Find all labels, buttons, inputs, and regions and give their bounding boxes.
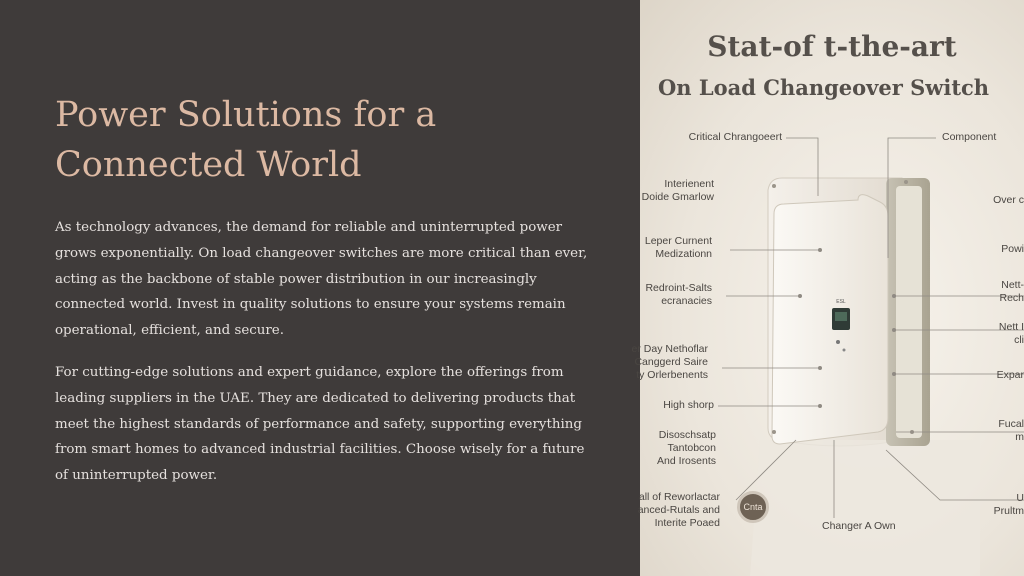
- label-left-1: Interienent Doide Gmarlow: [641, 178, 714, 203]
- label-left-7: all of Reworlactar anced-Rutals and Interite Poaed: [637, 491, 720, 529]
- label-left-6: Disoschsatp Tantobcon And Irosents: [657, 429, 716, 467]
- label-left-5: High shorp: [663, 399, 714, 411]
- badge-icon: Cnta: [737, 491, 769, 523]
- label-left-2: Leper Curnent Medizationn: [644, 235, 712, 260]
- label-left-0: Critical Chrangoeert: [688, 131, 782, 143]
- label-right-0: Component: [942, 131, 997, 143]
- title-line-2: Connected World: [55, 145, 362, 185]
- label-right-4: Nett I cli: [998, 321, 1024, 346]
- illustration-title: Stat-of t-the-art: [707, 30, 957, 63]
- label-right-7: U Prultm: [993, 492, 1024, 517]
- guidance-paragraph: For cutting-edge solutions and expert guidance, explore the offerings from leading suppliers in the UAE. They are dedicated to delivering products that meet the highest standards of performance and safety, supporting everything from smart homes to advanced industrial facilities. Choose wisely for a future of uninterrupted power.: [55, 365, 585, 484]
- indicator-dot: [836, 340, 840, 344]
- title-line-1: Power Solutions for a: [55, 95, 437, 135]
- product-illustration: [631, 0, 1024, 576]
- label-right-2: Powi: [1001, 243, 1024, 255]
- label-right-3: Nett- Rech: [999, 279, 1024, 304]
- front-cover: [772, 195, 888, 444]
- label-right-1: Over c: [993, 194, 1024, 206]
- page-title: [55, 90, 615, 190]
- label-right-5: Expar: [996, 369, 1024, 381]
- intro-paragraph: As technology advances, the demand for reliable and uninterrupted power grows exponentially. On load changeover switches are more critical than ever, acting as the backbone of stable power distribution in our increasingly connected world. Invest in quality solutions to ensure your systems remain operational, efficient, and secure.: [55, 220, 588, 339]
- label-bottom: Changer A Own: [822, 520, 896, 532]
- enclosure-base: [750, 440, 980, 576]
- label-right-6: Fucal m: [998, 418, 1024, 443]
- label-left-3: Redroint-Salts ecranacies: [645, 282, 712, 307]
- display-screen-text: ESL: [836, 299, 846, 305]
- illustration-subtitle: On Load Changeover Switch: [658, 75, 990, 100]
- label-left-4: er Day Nethoflar Canggerd Saire ty Orlerbenents: [631, 343, 708, 381]
